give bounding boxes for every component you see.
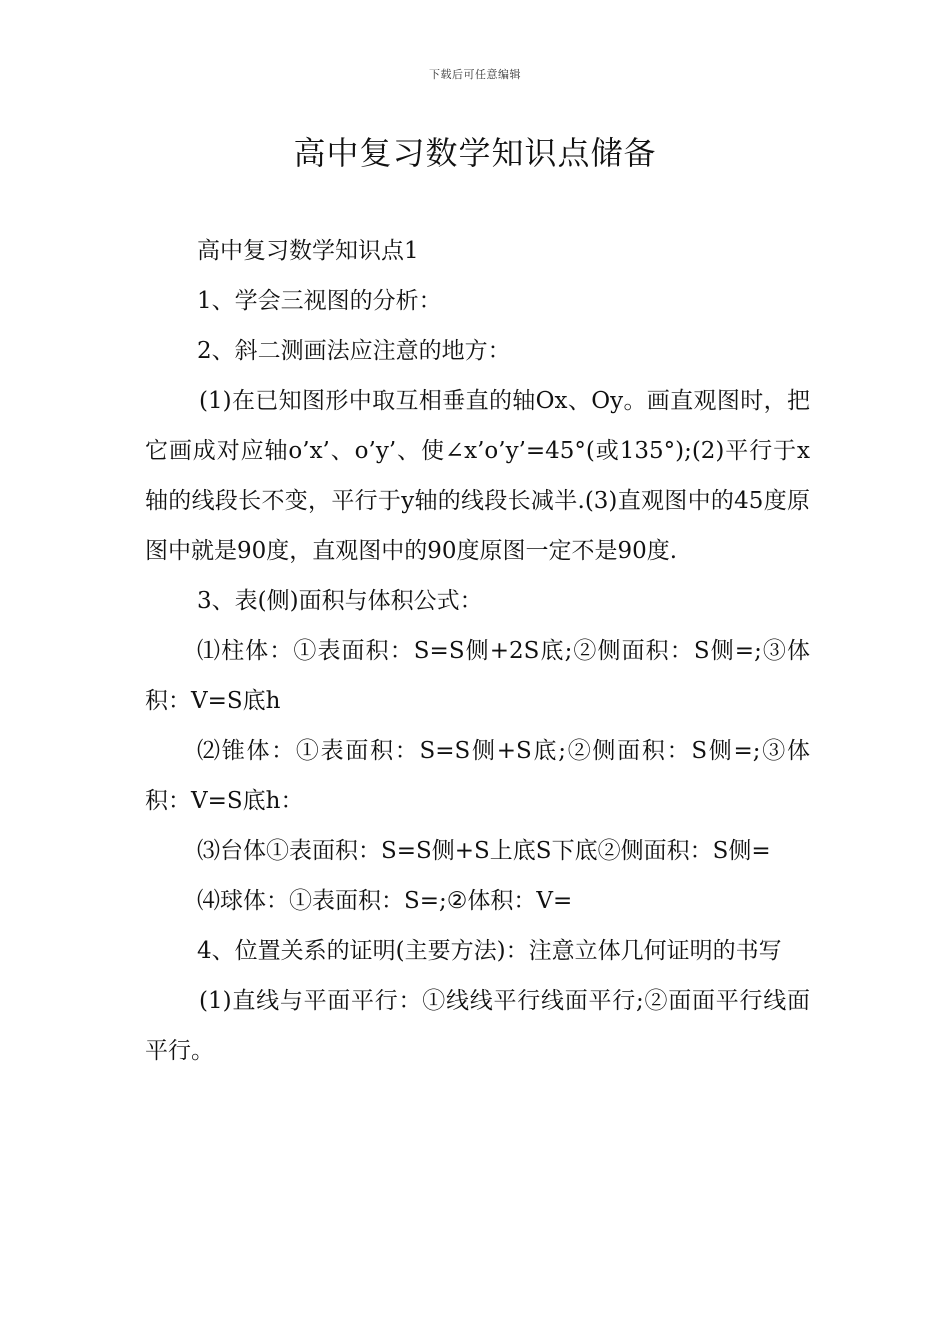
paragraph-prism: ⑴柱体：①表面积：S=S侧+2S底;②侧面积：S侧=;③体积：V=S底h xyxy=(145,638,810,714)
document-body xyxy=(145,226,810,1076)
document-title: 高中复习数学知识点储备 xyxy=(293,134,657,172)
list-item-1: 1、学会三视图的分析： xyxy=(197,288,442,314)
list-item-2: 2、斜二测画法应注意的地方： xyxy=(197,338,511,364)
section-heading: 高中复习数学知识点1 xyxy=(197,238,419,264)
paragraph-pyramid: ⑵锥体：①表面积：S=S侧+S底;②侧面积：S侧=;③体积：V=S底h： xyxy=(145,738,810,814)
list-item-3: 3、表(侧)面积与体积公式： xyxy=(197,588,483,614)
paragraph-line-plane-parallel: (1)直线与平面平行：①线线平行线面平行;②面面平行线面平行。 xyxy=(145,988,810,1064)
paragraph-oblique-drawing: (1)在已知图形中取互相垂直的轴Ox、Oy。画直观图时，把它画成对应轴o’x’、o’y’、使∠x’o’y’=45°(或135°);(2)平行于x轴的线段长不变，平行于y轴的线段长减半.(3)直观图中的45度原图中就是90度，直观图中的90度原图一定不是90度. xyxy=(145,388,810,564)
list-item-4: 4、位置关系的证明(主要方法)：注意立体几何证明的书写 xyxy=(197,938,782,964)
paragraph-sphere: ⑷球体：①表面积：S=;②体积：V= xyxy=(197,888,573,914)
paragraph-frustum: ⑶台体①表面积：S=S侧+S上底S下底②侧面积：S侧= xyxy=(197,838,771,864)
page-header-note: 下载后可任意编辑 xyxy=(429,68,521,81)
